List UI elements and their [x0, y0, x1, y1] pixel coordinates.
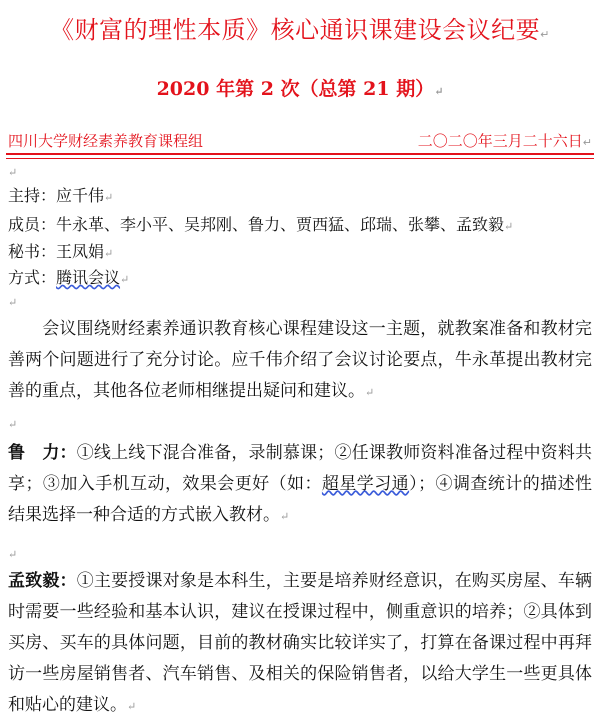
method-value: 腾讯会议: [56, 268, 121, 287]
paragraph-mark: ↵: [540, 28, 550, 41]
paragraph-mark: ↵: [104, 247, 114, 260]
summary-line: 会议围绕财经素养通识教育核心课程建设这一主题，就教案准备和教材完善两个问: [8, 319, 592, 370]
issuer-name: 四川大学财经素养教育课程组: [8, 132, 204, 150]
paragraph-mark: ↵: [280, 510, 290, 523]
comment-line: 些经验和基本认识，建议在授课过程中，侧重意识的培养；②具体到买房、买车的具体: [8, 602, 593, 653]
comment-paragraph: [8, 438, 592, 532]
paragraph-mark: ↵: [504, 220, 514, 233]
members-label: 成员：: [8, 215, 57, 234]
comment-app-name: 超星学习通: [321, 474, 410, 494]
header-rule-thin: [6, 158, 594, 159]
comment-paragraph: [8, 566, 592, 716]
speaker-name: 鲁 力：: [8, 443, 77, 463]
comment-line: ）；④调查统计的描述性结果选择一种合适的: [8, 474, 593, 525]
issue-date-text: 二〇二〇年三月二十六日: [417, 132, 583, 150]
issuer-row: [8, 130, 592, 152]
summary-line: 位老师相继提出疑问和建议。: [144, 381, 365, 401]
comment-line: ①线上线下混合准备，录制慕课；②任课教师资料准备过程中资料共享；③加: [8, 443, 593, 494]
summary-line: 题进行了充分讨论。应千伟介绍了会议讨论要点，牛永革提出教材完善的重点，其他各: [8, 350, 593, 401]
issue-text: 2020 年第 2 次（总第 21 期）: [156, 78, 435, 100]
paragraph-mark: ↵: [8, 166, 18, 179]
document-title-text: 《财富的理性本质》核心通识课建设会议纪要: [50, 16, 541, 44]
secretary-line: [8, 242, 113, 264]
comment-line: 问题，目前的教材确实比较详实了，打算在备课过程中再拜访一些房屋销售者、汽车销: [8, 633, 593, 684]
comment-line: ①主要授课对象是本科生，主要是培养财经意识，在购买房屋、车辆时需要一: [8, 571, 593, 622]
host-value: 应千伟: [56, 186, 105, 205]
secretary-value: 王凤娟: [56, 242, 105, 261]
members-value: 牛永革、李小平、吴邦刚、鲁力、贾西猛、邱瑞、张攀、孟致毅: [56, 215, 505, 234]
summary-paragraph: [8, 314, 592, 408]
members-line: [8, 215, 513, 237]
comment-line: 方式嵌入教材。: [161, 505, 280, 525]
comment-line: 入手机互动，效果会更好（如：: [77, 474, 322, 494]
method-line: [8, 268, 129, 290]
host-label: 主持：: [8, 186, 57, 205]
document-title: [0, 10, 600, 45]
speaker-name: 孟致毅：: [8, 571, 77, 591]
paragraph-mark: ↵: [120, 273, 130, 286]
secretary-label: 秘书：: [8, 242, 57, 261]
paragraph-mark: ↵: [8, 548, 18, 561]
paragraph-mark: ↵: [104, 191, 114, 204]
paragraph-mark: ↵: [582, 136, 592, 149]
header-rule-thick: [6, 153, 594, 155]
comment-line: 售、及相关的保险销售者，以给大学生一些更具体和贴心的建议。: [8, 664, 593, 715]
paragraph-mark: ↵: [365, 386, 375, 399]
paragraph-mark: ↵: [127, 700, 137, 713]
paragraph-mark: ↵: [8, 418, 18, 431]
paragraph-mark: ↵: [434, 85, 444, 98]
method-label: 方式：: [8, 268, 57, 287]
issue-date: [418, 130, 592, 151]
paragraph-mark: ↵: [8, 296, 18, 309]
host-line: [8, 186, 113, 208]
issue-line: [0, 74, 600, 101]
